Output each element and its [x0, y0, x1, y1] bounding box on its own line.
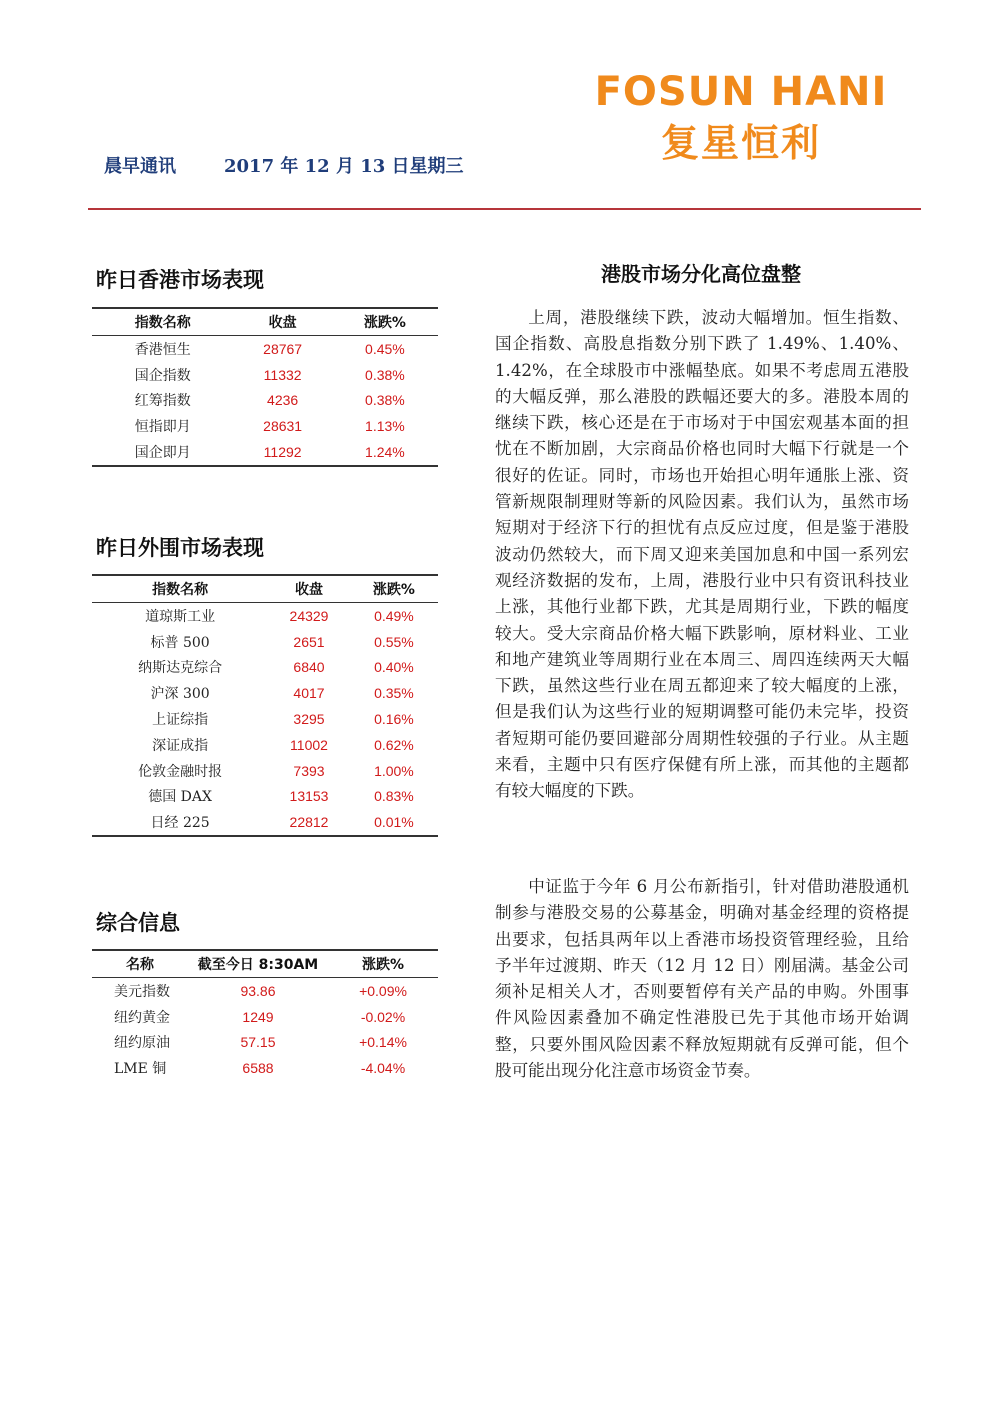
article-paragraph-2: 中证监于今年 6 月公布新指引，针对借助港股通机制参与港股交易的公募基金，明确对基金经理的资格提出要求，包括具两年以上香港市场投资管理经验，且给予半年过渡期、昨天（12 月 12 日）刚届满。基金公司须补足相关人才，否则要暂停有关产品的申购。外围事件风险因素叠加不确定性港股已先于其他市场开始调整，只要外围风险因素不释放短期就有反弹可能，但个股可能出现分化注意市场资金节奏。 [495, 877, 909, 1081]
table-header-row [92, 308, 438, 336]
index-name: 德国 DAX [148, 789, 212, 806]
close-value: 7393 [293, 762, 325, 779]
close-value: 24329 [289, 607, 329, 624]
table-row [92, 732, 438, 758]
header-divider [88, 208, 921, 210]
table-row [92, 388, 438, 414]
item-name: 纽约原油 [114, 1035, 170, 1052]
change-value: 0.38% [365, 366, 405, 383]
article-title: 港股市场分化高位盘整 [601, 262, 801, 286]
change-value: 0.38% [365, 392, 405, 409]
index-name: 国企指数 [134, 367, 191, 384]
change-value: 0.16% [374, 711, 414, 728]
close-value: 4236 [267, 392, 299, 409]
overseas-market-table [92, 574, 438, 837]
index-name: 道琼斯工业 [145, 608, 216, 625]
col-header-close: 截至今日 8:30AM [188, 950, 328, 978]
report-date: 2017 年 12 月 13 日星期三 [224, 156, 464, 177]
close-value: 6840 [293, 659, 325, 676]
change-value: +0.09% [359, 982, 407, 999]
change-value: 0.45% [365, 340, 405, 357]
index-name: 日经 225 [92, 809, 268, 836]
table-row [92, 1004, 438, 1030]
index-name: 上证综指 [152, 712, 209, 729]
table-row [92, 758, 438, 784]
hk-market-table [92, 307, 438, 467]
item-name: 纽约黄金 [114, 1009, 170, 1026]
index-name: 标普 500 [150, 634, 210, 651]
overseas-market-title: 昨日外围市场表现 [96, 535, 264, 560]
col-header-name: 指数名称 [92, 308, 233, 336]
index-name: 国企即月 [92, 439, 233, 466]
close-value: 28767 [263, 340, 303, 357]
table-row [92, 1030, 438, 1056]
logo-chinese: 复星恒利 [660, 121, 821, 165]
col-header-change: 涨跌% [328, 950, 438, 978]
col-header-name: 指数名称 [92, 575, 268, 603]
index-name: 沪深 300 [150, 686, 210, 703]
table-row [92, 439, 438, 466]
table-header-row [92, 575, 438, 603]
col-header-change: 涨跌% [350, 575, 438, 603]
index-name: 恒指即月 [134, 419, 191, 436]
index-name: 深证成指 [152, 737, 209, 754]
general-info-table [92, 949, 438, 1081]
index-name: 红筹指数 [134, 393, 191, 410]
close-value: 11002 [290, 736, 328, 753]
table-row [92, 978, 438, 1004]
change-value: 0.01% [350, 809, 438, 836]
article-paragraph-1: 上周，港股继续下跌，波动大幅增加。恒生指数、国企指数、高股息指数分别下跌了 1.49%、1.40%、1.42%，在全球股市中涨幅垫底。如果不考虑周五港股的大幅反弹，那么港股的跌幅还要大的多。港股本周的继续下跌，核心还是在于市场对于中国宏观基本面的担忧在不断加剧，大宗商品价格也同时大幅下行就是一个很好的佐证。同时，市场也开始担心明年通胀上涨、资管新规限制理财等新的风险因素。我们认为，虽然市场短期对于经济下行的担忧有点反应过度，但是鉴于港股波动仍然较大，而下周又迎来美国加息和中国一系列宏观经济数据的发布，上周，港股行业中只有资讯科技业上涨，其他行业都下跌，尤其是周期行业，下跌的幅度较大。受大宗商品价格大幅下跌影响，原材料业、工业和地产建筑业等周期行业在本周三、周四连续两天大幅下跌，虽然这些行业在周五都迎来了较大幅度的上涨，但是我们认为这些行业的短期调整可能仍未完毕，投资者短期可能仍要回避部分周期性较强的子行业。从主题来看，主题中只有医疗保健有所上涨，而其他的主题都有较大幅度的下跌。 [495, 308, 909, 801]
table-header-row [92, 950, 438, 978]
col-header-close: 收盘 [233, 308, 331, 336]
table-row [92, 809, 438, 836]
table-row [92, 655, 438, 681]
close-value: 28631 [263, 418, 303, 435]
value: 57.15 [240, 1034, 276, 1051]
change-value: 1.24% [332, 439, 438, 466]
close-value: 22812 [268, 809, 350, 836]
col-header-close: 收盘 [268, 575, 350, 603]
table-row [92, 680, 438, 706]
change-value: 0.62% [374, 736, 414, 753]
change-value: 0.55% [374, 633, 414, 650]
value: 1249 [242, 1008, 274, 1025]
change-value: 0.83% [374, 788, 414, 805]
value: 6588 [242, 1060, 274, 1077]
close-value: 2651 [293, 633, 325, 650]
change-value: -0.02% [360, 1008, 406, 1025]
item-name: LME 铜 [114, 1061, 167, 1078]
value: 93.86 [240, 982, 276, 999]
general-info-title: 综合信息 [96, 910, 180, 935]
change-value: 1.00% [374, 762, 414, 779]
change-value: 0.49% [374, 607, 414, 624]
col-header-name: 名称 [92, 950, 188, 978]
close-value: 11332 [263, 366, 302, 383]
logo-english: FOSUN HANI [594, 69, 888, 115]
index-name: 香港恒生 [134, 341, 191, 358]
close-value: 13153 [289, 788, 329, 805]
close-value: 3295 [293, 711, 325, 728]
hk-market-title: 昨日香港市场表现 [96, 267, 264, 292]
table-row [92, 362, 438, 388]
change-value: -4.04% [360, 1060, 406, 1077]
index-name: 纳斯达克综合 [138, 660, 223, 677]
table-row [92, 336, 438, 362]
item-name: 美元指数 [114, 983, 170, 1000]
change-value: 0.40% [374, 659, 414, 676]
table-row [92, 603, 438, 629]
change-value: +0.14% [359, 1034, 407, 1051]
change-value: 0.35% [374, 685, 414, 702]
col-header-change: 涨跌% [332, 308, 438, 336]
company-logo [586, 68, 896, 166]
index-name: 伦敦金融时报 [138, 763, 223, 780]
table-row [92, 629, 438, 655]
close-value: 11292 [233, 439, 331, 466]
table-row [92, 1055, 438, 1081]
table-row [92, 706, 438, 732]
newsletter-name: 晨早通讯 [104, 156, 176, 177]
change-value: 1.13% [365, 418, 405, 435]
report-header [104, 152, 464, 178]
close-value: 4017 [293, 685, 325, 702]
table-row [92, 413, 438, 439]
table-row [92, 784, 438, 810]
